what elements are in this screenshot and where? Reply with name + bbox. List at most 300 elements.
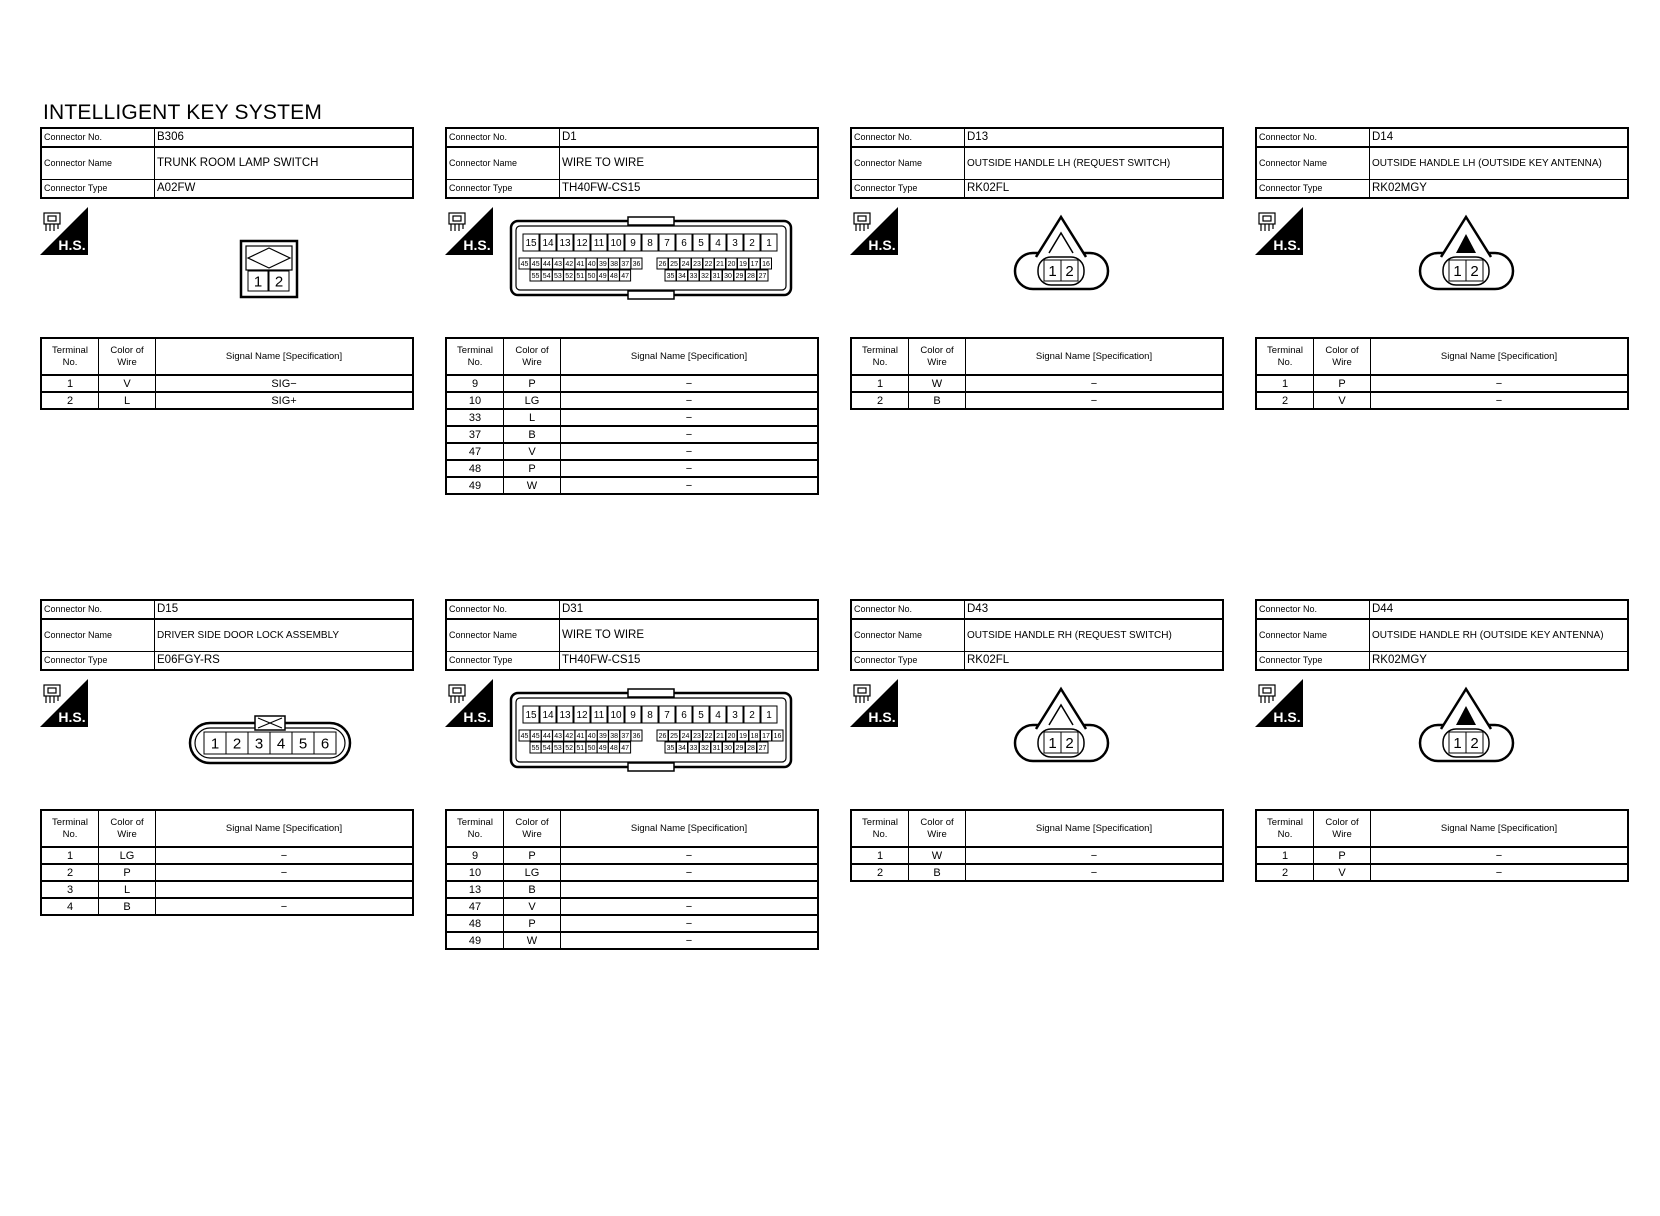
pin-number: 4 [276,735,286,753]
pin-cavity [680,258,691,269]
terminal-no-cell: 10 [446,392,504,409]
hs-harness-side-icon [1255,679,1303,727]
table-row [1256,392,1628,409]
pin-cavity [540,706,556,723]
pin-number: 24 [681,733,690,741]
pin-cavity [540,234,556,251]
connector-type-value: TH40FW-CS15 [560,651,819,670]
connector-name-value: OUTSIDE HANDLE RH (OUTSIDE KEY ANTENNA) [1370,619,1629,652]
connector-face-diagram [910,679,1224,787]
terminal-no-cell: 48 [446,915,504,932]
signal-name-header: Signal Name [Specification] [561,810,819,847]
hs-label: H.S. [868,237,896,253]
pin-number: 13 [559,238,571,250]
connector-no-value: D15 [155,600,414,619]
pin-cavity [608,706,624,723]
pin-cavity [575,742,586,753]
table-row [41,847,413,864]
wire-color-cell: B [504,426,561,443]
table-row [446,460,818,477]
pin-cavity [693,706,709,723]
signal-name-cell: − [561,443,819,460]
table-row [41,375,413,392]
wire-color-cell: P [1314,847,1371,864]
signal-name-header: Signal Name [Specification] [1371,338,1629,375]
terminal-no-cell: 1 [1256,847,1314,864]
pin-number: 43 [554,261,562,269]
connector-name-label: Connector Name [446,619,560,652]
pin-cavity [761,706,777,723]
pin-cavity [692,730,703,741]
terminal-no-cell: 4 [41,898,99,915]
connector-type-label: Connector Type [851,179,965,198]
pin-number: 2 [1470,734,1479,752]
pin-number: 26 [658,261,667,269]
pin-number: 22 [704,733,713,741]
pin-number: 1 [253,273,263,291]
pin-number: 16 [773,733,782,741]
pin-cavity [715,730,726,741]
pin-number: 40 [587,733,596,741]
terminal-no-cell: 49 [446,932,504,949]
pin-number: 20 [727,261,736,269]
pin-number: 55 [531,745,540,753]
terminal-no-cell: 2 [41,392,99,409]
table-row [446,409,818,426]
hs-harness-side-icon [40,679,88,727]
pin-number: 18 [750,733,759,741]
pin-number: 1 [766,238,772,250]
pin-number: 15 [525,238,537,250]
terminal-no-header: Terminal No. [41,810,99,847]
pin-cavity [586,270,597,281]
pin-number: 5 [698,238,704,250]
pin-cavity [530,258,541,269]
signal-name-cell: − [966,375,1224,392]
pin-cavity [746,742,757,753]
signal-name-cell: − [561,392,819,409]
wire-color-cell: V [99,375,156,392]
table-row [446,881,818,898]
pin-cavity [597,270,608,281]
connector-name-value: WIRE TO WIRE [560,619,819,652]
pin-cavity [680,730,691,741]
pin-number: 36 [632,733,641,741]
table-row [41,864,413,881]
connector-header-table [445,599,819,671]
connector-block-d31 [445,599,819,947]
signal-name-header: Signal Name [Specification] [966,810,1224,847]
pin-number: 14 [542,238,554,250]
connector-block-d15 [40,599,414,913]
signal-name-cell: − [561,426,819,443]
connector-name-value: WIRE TO WIRE [560,147,819,180]
signal-name-cell: − [1371,847,1629,864]
connector-block-d1 [445,127,819,492]
pin-cavity [591,234,607,251]
table-row [851,847,1223,864]
pin-number: 9 [630,238,636,250]
pin-number: 21 [716,261,724,269]
pin-cavity [710,706,726,723]
signal-name-cell: − [561,477,819,494]
pin-number: 4 [715,238,721,250]
pin-number: 52 [565,273,573,281]
pin-number: 10 [610,710,622,722]
pin-number: 19 [739,733,747,741]
pin-number: 23 [693,261,701,269]
pin-cavity [1466,260,1483,281]
pin-number: 17 [750,261,759,269]
pin-number: 13 [559,710,571,722]
pin-cavity [642,706,658,723]
terminal-no-cell: 2 [41,864,99,881]
signal-name-cell: SIG+ [156,392,414,409]
table-row [851,392,1223,409]
pin-number: 2 [274,273,284,291]
pin-number: 19 [739,261,747,269]
wire-color-cell: P [99,864,156,881]
connector-name-label: Connector Name [851,619,965,652]
pin-cavity [574,234,590,251]
signal-name-cell: SIG− [156,375,414,392]
terminal-table [40,337,414,410]
pin-cavity [746,270,757,281]
terminal-no-header: Terminal No. [41,338,99,375]
pin-number: 33 [689,273,698,281]
pin-number: 51 [576,745,585,753]
pin-cavity [608,742,619,753]
pin-cavity [659,234,675,251]
pin-cavity [574,706,590,723]
connector-face-diagram [505,207,819,315]
pin-cavity [631,730,642,741]
pin-cavity [657,258,668,269]
pin-cavity [523,706,539,723]
pin-cavity [669,730,680,741]
terminal-no-cell: 2 [1256,392,1314,409]
pin-cavity [292,732,314,754]
pin-number: 32 [701,745,709,753]
connector-block-d13 [850,127,1224,407]
signal-name-cell: − [561,898,819,915]
pin-number: 34 [678,273,686,281]
pin-number: 39 [599,733,607,741]
connector-no-label: Connector No. [446,600,560,619]
wire-color-cell: W [909,847,966,864]
connector-type-value: RK02MGY [1370,651,1629,670]
pin-number: 4 [715,710,721,722]
pin-cavity [586,742,597,753]
wire-color-cell: V [1314,392,1371,409]
connector-block-b306 [40,127,414,407]
pin-number: 10 [610,238,622,250]
pin-number: 3 [732,238,738,250]
hs-label: H.S. [463,709,491,725]
pin-cavity [693,234,709,251]
wire-color-cell: V [1314,864,1371,881]
table-row [446,932,818,949]
wire-color-cell: P [504,375,561,392]
pin-cavity [620,730,631,741]
connector-name-label: Connector Name [41,619,155,652]
pin-number: 8 [647,710,653,722]
terminal-no-cell: 9 [446,847,504,864]
pin-number: 8 [647,238,653,250]
pin-number: 2 [1470,262,1479,280]
pin-cavity [564,270,575,281]
pin-number: 54 [542,745,551,753]
hs-harness-side-icon [850,679,898,727]
pin-cavity [665,270,676,281]
pin-number: 37 [621,261,630,269]
pin-number: 21 [716,733,724,741]
connector-type-label: Connector Type [1256,651,1370,670]
pin-number: 12 [576,238,588,250]
pin-number: 15 [525,710,537,722]
terminal-no-cell: 10 [446,864,504,881]
connector-no-label: Connector No. [851,600,965,619]
hs-harness-side-icon [445,679,493,727]
pin-cavity [669,258,680,269]
pin-number: 31 [712,273,721,281]
terminal-no-cell: 48 [446,460,504,477]
pin-number: 41 [576,261,585,269]
pin-cavity [1061,260,1078,281]
table-row [446,375,818,392]
connector-type-label: Connector Type [446,179,560,198]
pin-number: 2 [749,710,755,722]
pin-number: 28 [747,745,755,753]
wire-color-cell: B [504,881,561,898]
pin-number: 2 [749,238,755,250]
signal-name-cell: − [966,864,1224,881]
table-row [446,864,818,881]
pin-cavity [620,742,631,753]
pin-cavity [761,234,777,251]
color-of-wire-header: Color of Wire [504,810,561,847]
terminal-table [445,337,819,495]
terminal-table [850,809,1224,882]
connector-name-value: TRUNK ROOM LAMP SWITCH [155,147,414,180]
pin-number: 41 [576,733,585,741]
terminal-no-cell: 49 [446,477,504,494]
connector-type-label: Connector Type [1256,179,1370,198]
pin-number: 28 [747,273,755,281]
connector-no-value: D43 [965,600,1224,619]
pin-cavity [530,730,541,741]
pin-number: 47 [621,273,629,281]
connector-name-label: Connector Name [446,147,560,180]
hs-label: H.S. [58,709,86,725]
pin-number: 33 [689,745,698,753]
hs-label: H.S. [58,237,86,253]
pin-cavity [703,730,714,741]
color-of-wire-header: Color of Wire [99,338,156,375]
table-row [446,443,818,460]
pin-cavity [620,258,631,269]
connector-type-value: TH40FW-CS15 [560,179,819,198]
pin-cavity [703,258,714,269]
wire-color-cell: B [909,392,966,409]
connector-type-label: Connector Type [41,651,155,670]
signal-name-cell: − [1371,375,1629,392]
pin-cavity [757,742,768,753]
connector-name-label: Connector Name [851,147,965,180]
pin-cavity [553,730,564,741]
hs-label: H.S. [1273,237,1301,253]
terminal-no-cell: 2 [851,392,909,409]
pin-cavity [541,258,552,269]
signal-name-cell [561,881,819,898]
pin-cavity [757,270,768,281]
pin-cavity [541,742,552,753]
pin-cavity [608,234,624,251]
pin-cavity [642,234,658,251]
color-of-wire-header: Color of Wire [1314,338,1371,375]
pin-cavity [688,742,699,753]
pin-cavity [1044,732,1061,753]
pin-cavity [738,730,749,741]
pin-number: 1 [1048,734,1057,752]
pin-number: 53 [554,745,562,753]
pin-number: 17 [762,733,770,741]
pin-cavity [270,732,292,754]
pin-number: 34 [678,745,686,753]
connector-block-d44 [1255,599,1629,879]
connector-type-value: RK02FL [965,179,1224,198]
pin-cavity [586,258,597,269]
pin-cavity [608,270,619,281]
table-row [41,898,413,915]
connector-face-diagram [100,207,414,315]
pin-cavity [744,234,760,251]
pin-number: 24 [681,261,690,269]
pin-number: 30 [724,745,732,753]
pin-number: 6 [320,735,330,753]
pin-cavity [772,730,783,741]
color-of-wire-header: Color of Wire [1314,810,1371,847]
hs-harness-side-icon [40,207,88,255]
signal-name-cell: − [561,375,819,392]
signal-name-cell: − [561,460,819,477]
pin-number: 42 [565,733,574,741]
pin-number: 27 [758,273,767,281]
pin-number: 35 [666,745,675,753]
connector-name-label: Connector Name [41,147,155,180]
table-row [1256,847,1628,864]
terminal-no-cell: 1 [851,375,909,392]
pin-cavity [248,732,270,754]
wire-color-cell: P [1314,375,1371,392]
table-row [446,847,818,864]
pin-cavity [609,730,620,741]
pin-number: 43 [554,733,562,741]
pin-cavity [269,271,289,291]
pin-number: 37 [621,733,630,741]
pin-cavity [657,730,668,741]
pin-number: 12 [576,710,588,722]
signal-name-cell: − [1371,392,1629,409]
pin-cavity [625,234,641,251]
table-row [1256,375,1628,392]
terminal-no-cell: 9 [446,375,504,392]
wire-color-cell: P [504,847,561,864]
pin-number: 52 [565,745,573,753]
pin-cavity [541,730,552,741]
wire-color-cell: L [99,881,156,898]
pin-number: 7 [664,710,670,722]
pin-cavity [620,270,631,281]
signal-name-cell: − [561,932,819,949]
pin-number: 11 [593,710,605,722]
pin-cavity [692,258,703,269]
pin-cavity [564,742,575,753]
pin-number: 16 [762,261,770,269]
hs-label: H.S. [463,237,491,253]
pin-cavity [597,730,608,741]
pin-cavity [530,270,541,281]
pin-number: 2 [1065,262,1074,280]
table-row [851,375,1223,392]
pin-number: 50 [587,745,596,753]
pin-cavity [734,270,745,281]
wire-color-cell: B [909,864,966,881]
pin-cavity [564,258,575,269]
wire-color-cell: W [504,932,561,949]
table-row [446,392,818,409]
pin-cavity [204,732,226,754]
wire-color-cell: L [504,409,561,426]
pin-number: 25 [670,733,678,741]
pin-cavity [723,742,734,753]
pin-cavity [749,730,760,741]
connector-name-value: OUTSIDE HANDLE RH (REQUEST SWITCH) [965,619,1224,652]
pin-number: 49 [598,745,607,753]
terminal-no-header: Terminal No. [1256,810,1314,847]
hs-label: H.S. [1273,709,1301,725]
pin-number: 26 [658,733,667,741]
pin-cavity [659,706,675,723]
signal-name-cell: − [156,847,414,864]
pin-cavity [586,730,597,741]
pin-number: 29 [735,273,744,281]
connector-no-value: D31 [560,600,819,619]
wire-color-cell: LG [504,864,561,881]
signal-name-cell: − [561,864,819,881]
pin-cavity [688,270,699,281]
pin-cavity [726,258,737,269]
pin-cavity [609,258,620,269]
pin-cavity [676,706,692,723]
connector-face-diagram [1315,679,1629,787]
connector-no-value: D13 [965,128,1224,147]
pin-number: 35 [666,273,675,281]
terminal-table [445,809,819,950]
pin-cavity [711,270,722,281]
pin-number: 45 [531,733,540,741]
pin-number: 39 [599,261,607,269]
signal-name-header: Signal Name [Specification] [966,338,1224,375]
pin-number: 3 [254,735,264,753]
pin-number: 38 [610,733,618,741]
pin-cavity [677,742,688,753]
terminal-no-header: Terminal No. [1256,338,1314,375]
connector-type-value: RK02MGY [1370,179,1629,198]
pin-cavity [734,742,745,753]
connector-no-label: Connector No. [1256,600,1370,619]
pin-cavity [631,258,642,269]
